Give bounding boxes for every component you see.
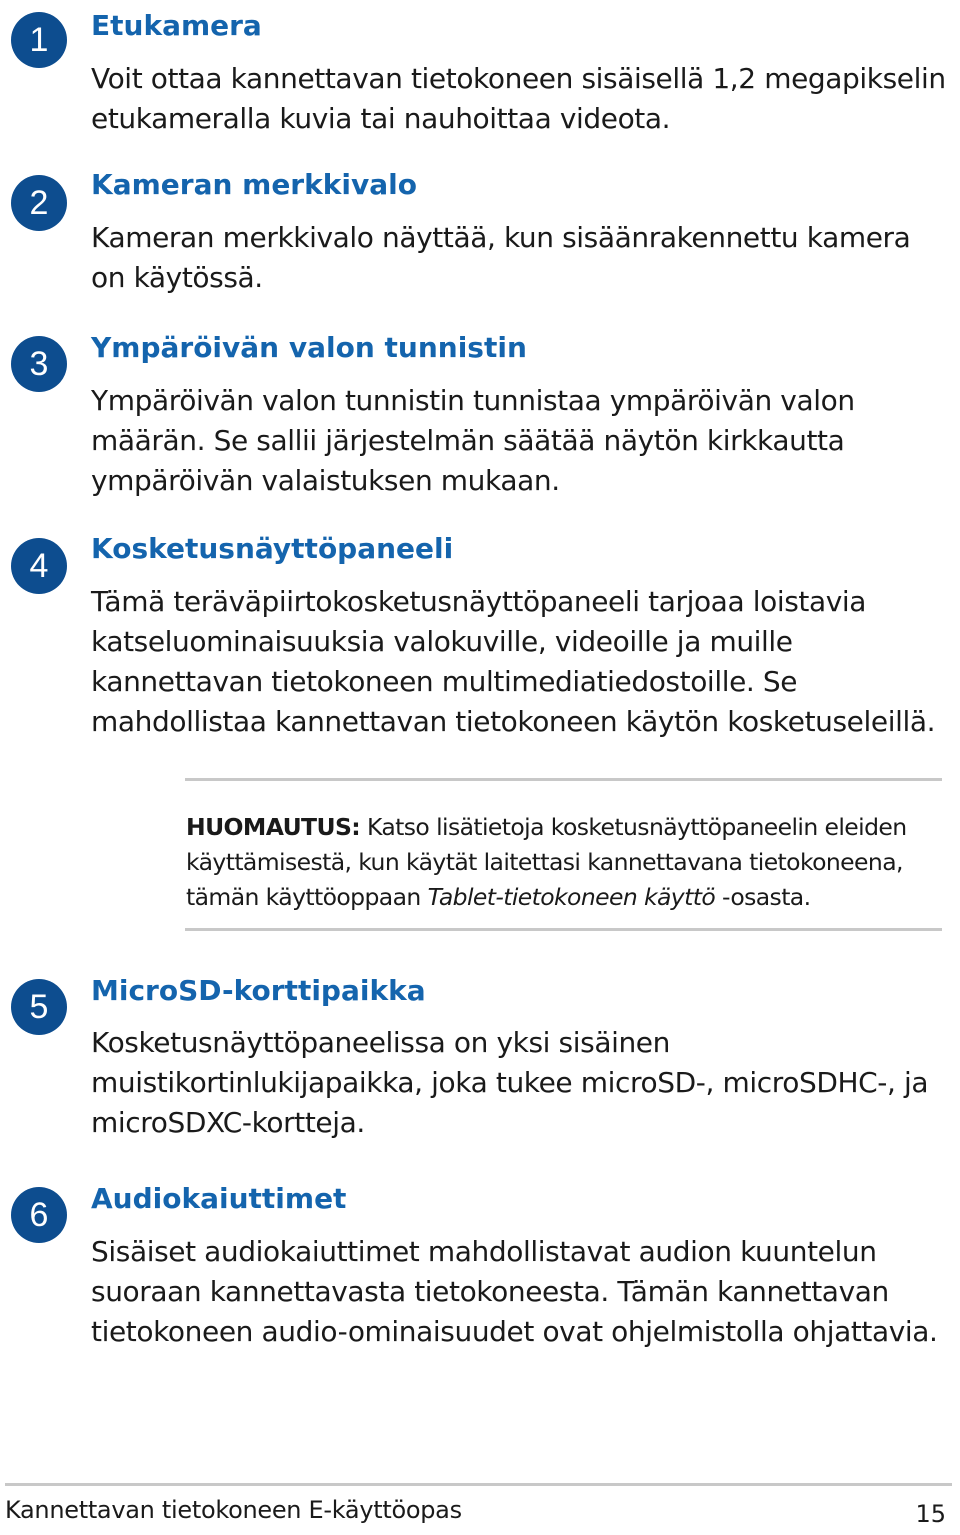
footer-rule — [5, 1483, 952, 1486]
section-heading: Kosketusnäyttöpaneeli — [91, 532, 454, 565]
section-body: Kameran merkkivalo näyttää, kun sisäänrakennettu kamera on käytössä. — [91, 221, 911, 294]
section-body: Sisäiset audiokaiuttimet mahdollistavat audion kuuntelun suoraan kannettavasta tietokoneesta. Tämän kannettavan tietokoneen audio-ominaisuudet ovat ohjelmistolla ohjattavia. — [91, 1235, 938, 1348]
section-heading: Kameran merkkivalo — [91, 168, 417, 201]
section-body: Ympäröivän valon tunnistin tunnistaa ympäröivän valon määrän. Se sallii järjestelmän säätää näytön kirkkautta ympäröivän valaistuksen mukaan. — [91, 384, 855, 497]
item-number-badge: 6 — [11, 1187, 67, 1243]
note-reference: Tablet-tietokoneen käyttö — [427, 883, 716, 911]
item-number-badge: 1 — [11, 12, 67, 68]
note-top-rule — [185, 778, 942, 781]
item-number-badge: 4 — [11, 538, 67, 594]
note-text: Katso lisätietoja kosketusnäyttöpaneelin eleiden käyttämisestä, kun käytät laitettasi kannettavana tietokoneena, tämän käyttöoppaan — [186, 813, 907, 911]
note-box — [186, 810, 956, 915]
note-label: HUOMAUTUS: — [186, 813, 361, 841]
section-heading: Audiokaiuttimet — [91, 1182, 347, 1215]
item-number-badge: 3 — [11, 336, 67, 392]
footer-title: Kannettavan tietokoneen E-käyttöopas — [5, 1496, 462, 1524]
item-number-badge: 2 — [11, 175, 67, 231]
section-body: Voit ottaa kannettavan tietokoneen sisäisellä 1,2 megapikselin etukameralla kuvia tai nauhoittaa videota. — [91, 62, 946, 135]
section-heading: Ympäröivän valon tunnistin — [91, 331, 527, 364]
item-number-badge: 5 — [11, 979, 67, 1035]
section-heading: MicroSD-korttipaikka — [91, 974, 426, 1007]
section-heading: Etukamera — [91, 9, 262, 42]
note-bottom-rule — [185, 928, 942, 931]
section-body: Tämä teräväpiirtokosketusnäyttöpaneeli tarjoaa loistavia katseluominaisuuksia valokuville, videoille ja muille kannettavan tietokoneen multimediatiedostoille. Se mahdollistaa kannettavan tietokoneen käytön kosketuseleillä. — [91, 585, 936, 738]
page-number: 15 — [915, 1500, 946, 1528]
section-body: Kosketusnäyttöpaneelissa on yksi sisäinen muistikortinlukijapaikka, joka tukee microSD-, microSDHC-, ja microSDXC-kortteja. — [91, 1026, 929, 1139]
note-text-end: -osasta. — [715, 883, 811, 911]
